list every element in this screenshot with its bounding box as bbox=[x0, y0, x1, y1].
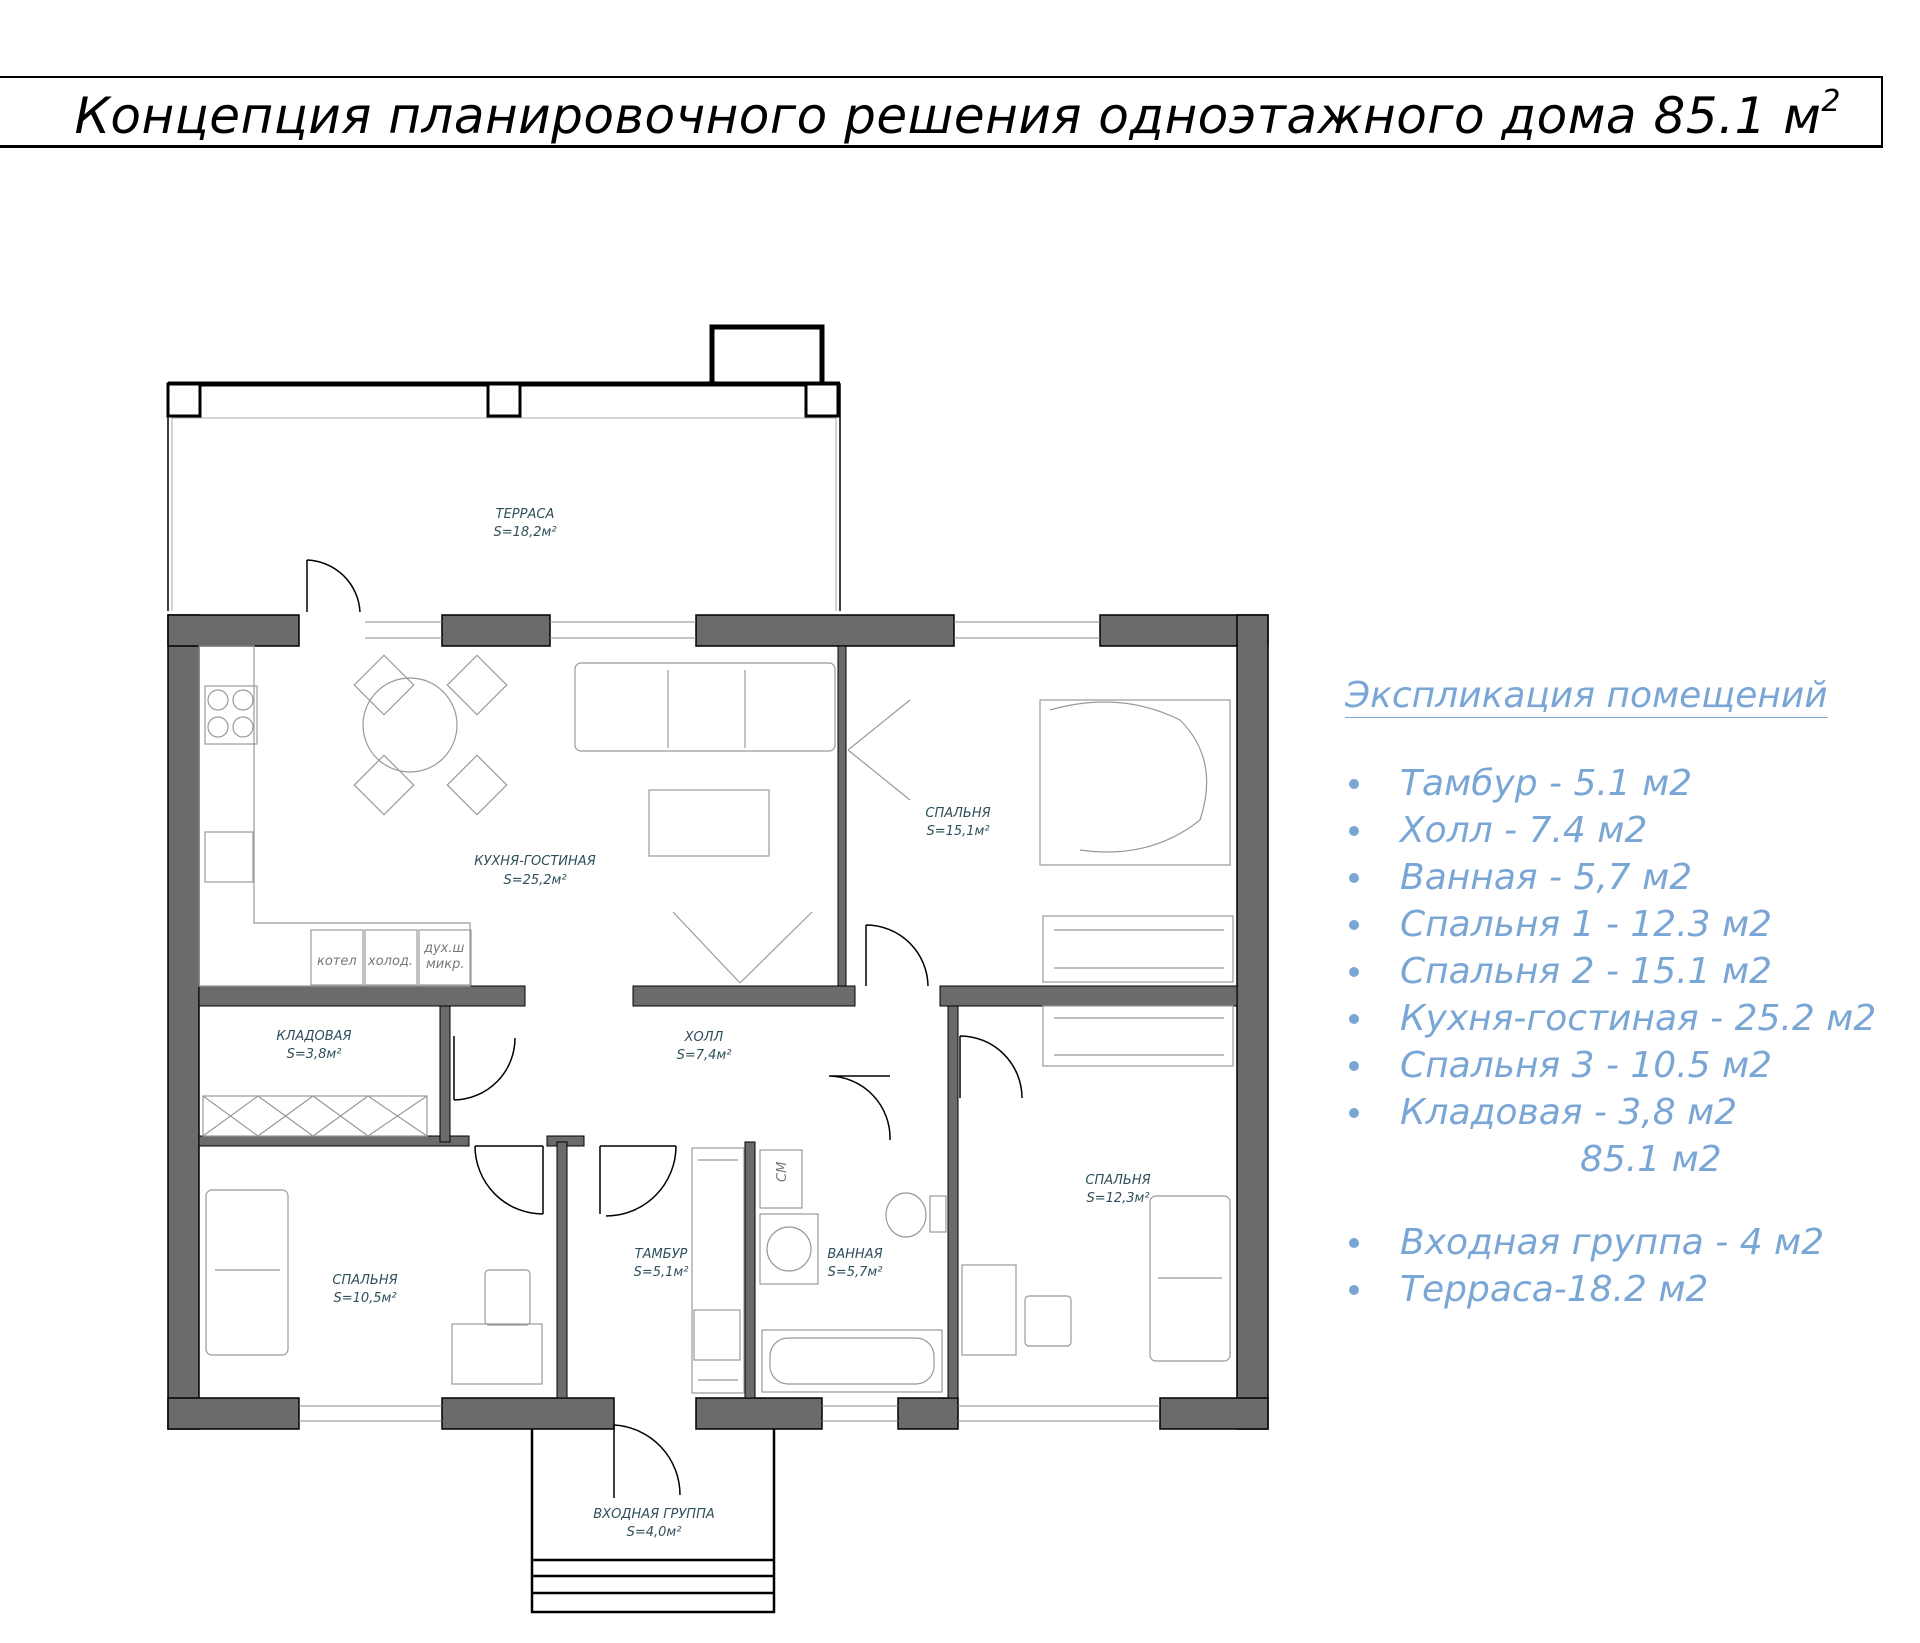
legend-item: Терраса-18.2 м2 bbox=[1345, 1266, 1885, 1313]
legend-item: Спальня 3 - 10.5 м2 bbox=[1345, 1042, 1885, 1089]
room-name-terrace: ТЕРРАСА bbox=[495, 507, 555, 522]
room-area-entrance: S=4,0м² bbox=[626, 1525, 682, 1540]
legend-item: Входная группа - 4 м2 bbox=[1345, 1219, 1885, 1266]
exterior-walls bbox=[168, 615, 1268, 1429]
terrace bbox=[168, 384, 840, 611]
appliance-boiler: котел bbox=[317, 954, 357, 969]
room-area-kitchen: S=25,2м² bbox=[503, 873, 567, 888]
appliance-microwave: микр. bbox=[426, 957, 465, 972]
room-name-kitchen: КУХНЯ-ГОСТИНАЯ bbox=[474, 854, 596, 869]
room-area-bedroom-se: S=12,3м² bbox=[1086, 1191, 1150, 1206]
title-main: Концепция планировочного решения одноэтажного дома 85.1 м bbox=[74, 87, 1822, 145]
room-name-hall: ХОЛЛ bbox=[684, 1030, 724, 1045]
legend-item: Кладовая - 3,8 м2 bbox=[1345, 1089, 1885, 1136]
terrace-column bbox=[168, 384, 200, 416]
terrace-column bbox=[806, 384, 838, 416]
title-superscript: 2 bbox=[1821, 84, 1841, 119]
room-name-bedroom-se: СПАЛЬНЯ bbox=[1085, 1173, 1151, 1188]
room-area-vestibule: S=5,1м² bbox=[633, 1265, 689, 1280]
legend-item: Холл - 7.4 м2 bbox=[1345, 807, 1885, 854]
legend-title: Экспликация помещений bbox=[1345, 675, 1828, 716]
legend-item: Спальня 1 - 12.3 м2 bbox=[1345, 901, 1885, 948]
room-name-bedroom-sw: СПАЛЬНЯ bbox=[332, 1273, 398, 1288]
legend-item: Спальня 2 - 15.1 м2 bbox=[1345, 948, 1885, 995]
terrace-column bbox=[488, 384, 520, 416]
legend-list bbox=[1345, 760, 1885, 1136]
room-name-vestibule: ТАМБУР bbox=[634, 1247, 688, 1262]
legend-item: Ванная - 5,7 м2 bbox=[1345, 854, 1885, 901]
legend-total: 85.1 м2 bbox=[1580, 1139, 1722, 1180]
chimney bbox=[712, 327, 822, 384]
room-name-pantry: КЛАДОВАЯ bbox=[276, 1029, 352, 1044]
room-legend bbox=[1345, 675, 1885, 1313]
room-area-pantry: S=3,8м² bbox=[286, 1047, 342, 1062]
windows bbox=[299, 622, 1160, 1421]
appliance-fridge: холод. bbox=[368, 954, 414, 969]
kitchen-furniture bbox=[199, 646, 835, 986]
bathroom-furniture bbox=[692, 1148, 946, 1393]
room-name-bedroom-east: СПАЛЬНЯ bbox=[925, 806, 991, 821]
room-name-bathroom: ВАННАЯ bbox=[827, 1247, 883, 1262]
room-area-terrace: S=18,2м² bbox=[493, 525, 557, 540]
legend-item: Тамбур - 5.1 м2 bbox=[1345, 760, 1885, 807]
appliance-oven: дух.ш bbox=[424, 941, 465, 956]
room-area-bedroom-sw: S=10,5м² bbox=[333, 1291, 397, 1306]
room-name-entrance: ВХОДНАЯ ГРУППА bbox=[593, 1507, 715, 1522]
doors bbox=[307, 560, 1022, 1498]
legend-item: Кухня-гостиная - 25.2 м2 bbox=[1345, 995, 1885, 1042]
pantry-shelves bbox=[203, 1096, 427, 1136]
appliance-washer: СМ bbox=[775, 1161, 790, 1182]
room-area-bedroom-east: S=15,1м² bbox=[926, 824, 990, 839]
room-area-bathroom: S=5,7м² bbox=[827, 1265, 883, 1280]
legend-extra-list bbox=[1345, 1219, 1885, 1313]
room-area-hall: S=7,4м² bbox=[676, 1048, 732, 1063]
